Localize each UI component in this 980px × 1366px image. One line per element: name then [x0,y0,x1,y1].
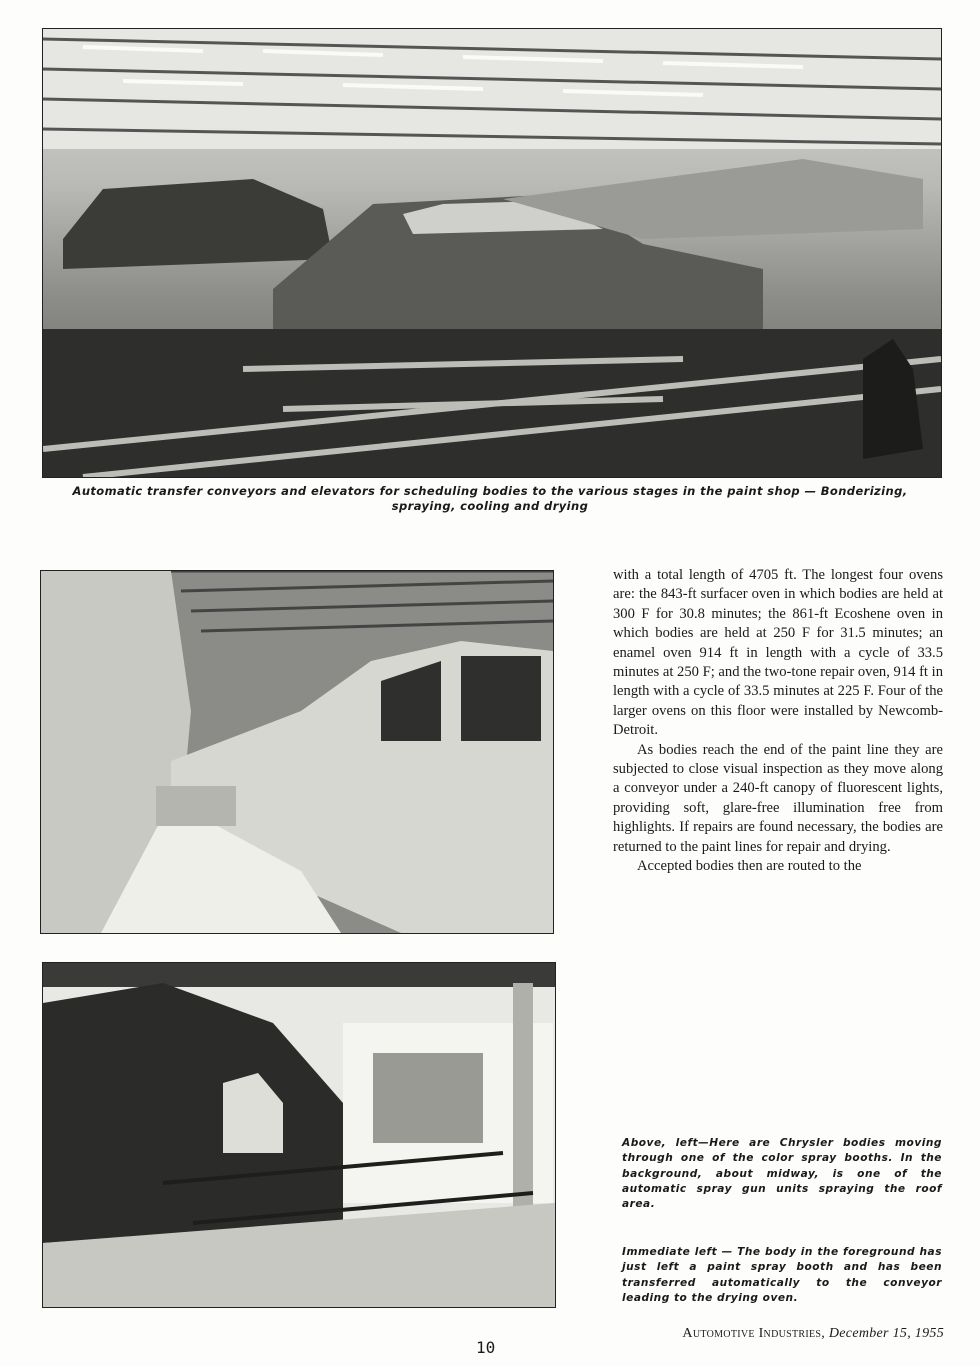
spray-booth-scene-graphic [41,571,553,933]
caption-text: Immediate left — The body in the foreground has just left a paint spray booth and has been transferred automatically to the conveyor leading to the drying oven. [622,1246,942,1304]
drying-conveyor-scene-graphic [43,963,555,1307]
caption-immediate-left [622,1245,942,1306]
conveyor-scene-graphic [43,29,941,477]
caption-text: Above, left—Here are Chrysler bodies moving through one of the color spray booths. In the background, about midway, is one of the automatic spray gun units spraying the roof area. [622,1137,942,1211]
paragraph: Accepted bodies then are routed to the [637,858,862,875]
paragraph: with a total length of 4705 ft. The longest four ovens are: the 843-ft surfacer oven in which bodies are held at 300 F for 30.8 minutes; the 861-ft Ecoshene oven in which bodies are held at 250 F for 31.5 minutes; an enamel oven 914 ft in length with a cycle of 33.5 minutes at 250 F; and the two-tone repair oven, 914 ft in length with a cycle of 33.5 minutes at 225 F. Four of the larger ovens on this floor were installed by Newcomb-Detroit. [613,567,943,739]
article-body [613,566,943,877]
issue-date: December 15, 1955 [828,1326,944,1341]
photo-spray-booth [40,570,554,934]
photo-body-leaving-booth [42,962,556,1308]
caption-above-left [622,1136,942,1212]
top-photo-caption: Automatic transfer conveyors and elevators for scheduling bodies to the various stages in the paint shop — Bonderizing, spraying, cooling and drying [72,484,908,513]
page-number: 10 [476,1338,496,1357]
photo-transfer-conveyors [42,28,942,478]
publication-footer [622,1326,944,1342]
publication-name: Automotive Industries, [682,1326,826,1341]
paragraph: As bodies reach the end of the paint line they are subjected to close visual inspection as they move along a conveyor under a 240-ft canopy of fluorescent lights, providing soft, glare-free illumination free from highlights. If repairs are found necessary, the bodies are returned to the paint lines for repair and drying. [613,741,943,855]
